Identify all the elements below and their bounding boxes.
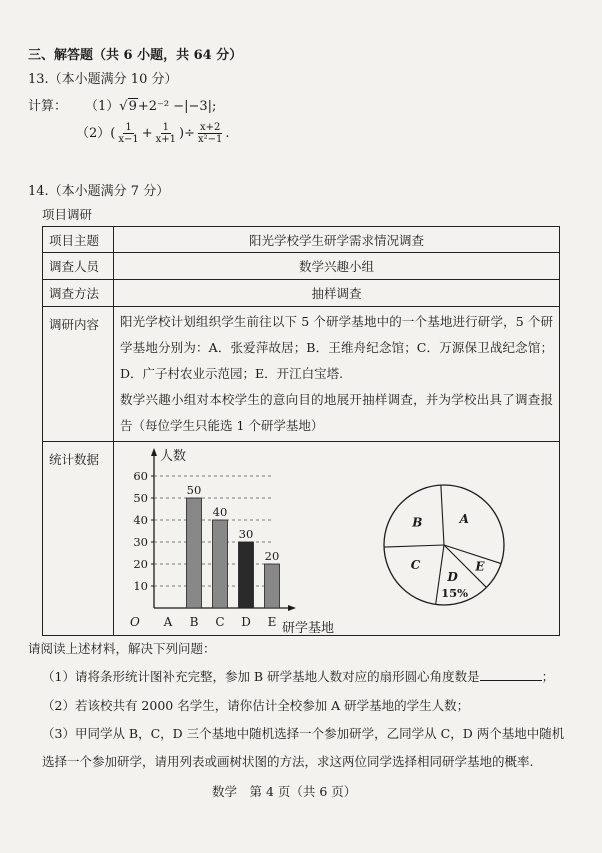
fraction-3: [196, 122, 224, 145]
x-axis-arrow: [288, 605, 296, 611]
pie-label-c: C: [410, 557, 421, 572]
q14-label: 14.（本小题满分 7 分）: [28, 184, 170, 199]
sub-question-3-line-1: （3）甲同学从 B，C，D 三个基地中随机选择一个参加研学，乙同学从 C，D 两个基地中随机: [42, 726, 565, 741]
answer-blank: [480, 668, 542, 681]
table-row-staff: [43, 253, 560, 280]
content-paragraph-2: 数学兴趣小组对本校学生的意向目的地展开抽样调查，并为学校出具了调查报告（每位学生只能选 1 个研学基地）: [120, 392, 553, 433]
sub-question-3-line-2: 选择一个参加研学，请用列表或画树状图的方法，求这两位同学选择相同研学基地的概率.: [42, 754, 534, 769]
q13-intro: 计算：: [28, 99, 68, 114]
y-tick-label: 10: [133, 579, 148, 593]
bar-e: [265, 564, 280, 608]
pie-slice-boundary: [441, 485, 444, 545]
stats-charts: [114, 442, 560, 636]
table-row-topic: [43, 227, 560, 253]
stats-cell: [114, 442, 560, 636]
origin-label: O: [130, 615, 140, 629]
content-value: [114, 307, 560, 442]
staff-value: 数学兴趣小组: [114, 253, 560, 280]
fraction-2-numerator: 1: [162, 122, 170, 133]
y-tick-label: 40: [133, 513, 148, 527]
topic-label: 项目主题: [43, 227, 114, 253]
bar-value-label: 50: [186, 483, 202, 497]
method-value: 抽样调查: [114, 280, 560, 307]
sqrt-symbol: √: [119, 99, 128, 114]
sub-question-2: （2）若该校共有 2000 名学生，请你估计全校参加 A 研学基地的学生人数；: [42, 698, 470, 713]
pie-slice-boundary: [384, 545, 444, 547]
bar-d: [239, 542, 254, 608]
bar-value-label: 20: [264, 549, 280, 563]
x-tick-label: C: [215, 615, 225, 629]
q13-label: 13.（本小题满分 10 分）: [28, 72, 178, 87]
divide-sign: )÷: [179, 126, 195, 141]
survey-table: [42, 226, 560, 636]
y-axis-label: 人数: [160, 449, 187, 464]
content-paragraph-1: 阳光学校计划组织学生前往以下 5 个研学基地中的一个基地进行研学，5 个研学基地分别为：A．张爱萍故居；B．王维舟纪念馆；C．万源保卫战纪念馆；D．广子村农业示范园；E．开江白宝塔.: [120, 314, 553, 381]
period: .: [225, 126, 230, 141]
sub-question-1: [42, 667, 554, 685]
pie-label-d: D: [447, 569, 458, 584]
sub-question-1-end: ；: [541, 669, 555, 684]
q13-part1: [28, 95, 216, 114]
sub-question-1-text: （1）请将条形统计图补充完整，参加 B 研学基地人数对应的扇形圆心角度数是: [42, 669, 480, 684]
y-tick-label: 60: [133, 469, 148, 483]
method-label: 调查方法: [43, 280, 114, 307]
pie-label-b: B: [412, 515, 423, 530]
pie-value-label: 15%: [441, 585, 469, 600]
x-tick-label: D: [241, 615, 251, 629]
y-tick-label: 50: [133, 491, 148, 505]
x-tick-label: E: [267, 615, 277, 629]
fraction-1: [116, 122, 140, 145]
bar-b: [187, 498, 202, 608]
page-footer: 数学 第 4 页（共 6 页）: [212, 784, 357, 799]
bar-value-label: 30: [238, 527, 254, 541]
staff-label: 调查人员: [43, 253, 114, 280]
x-axis-label: 研学基地: [282, 621, 335, 636]
section-title: 三、解答题（共 6 小题，共 64 分）: [28, 48, 243, 63]
q13-p2-label: （2）(: [76, 126, 116, 141]
q13-p1-rest: +2⁻² −|−3|;: [137, 99, 217, 114]
plus-sign: +: [141, 126, 153, 141]
y-tick-label: 20: [133, 557, 148, 571]
bar-c: [213, 520, 228, 608]
topic-value: 阳光学校学生研学需求情况调查: [114, 227, 560, 253]
fraction-3-denominator: x²−1: [198, 134, 223, 145]
fraction-1-denominator: x−1: [118, 134, 139, 145]
table-row-stats: [43, 442, 560, 636]
bar-value-label: 40: [212, 505, 228, 519]
content-label: 调研内容: [43, 307, 114, 442]
q13-p1-label: （1）: [85, 99, 120, 114]
stats-label: 统计数据: [43, 442, 114, 636]
fraction-2-denominator: x+1: [155, 134, 177, 145]
x-tick-label: B: [189, 615, 199, 629]
fraction-2: [154, 122, 178, 145]
x-tick-label: A: [163, 615, 173, 629]
project-label: 项目调研: [42, 207, 93, 222]
q13-part2: [76, 122, 230, 145]
y-axis-arrow: [151, 448, 157, 456]
pie-label-a: A: [459, 511, 469, 526]
fraction-3-numerator: x+2: [200, 122, 221, 133]
q13-p1-radicand: 9: [128, 99, 137, 114]
table-row-content: [43, 307, 560, 442]
read-instruction: 请阅读上述材料，解决下列问题：: [28, 641, 216, 656]
pie-label-e: E: [475, 559, 485, 574]
table-row-method: [43, 280, 560, 307]
fraction-1-numerator: 1: [125, 122, 132, 133]
y-tick-label: 30: [133, 535, 148, 549]
